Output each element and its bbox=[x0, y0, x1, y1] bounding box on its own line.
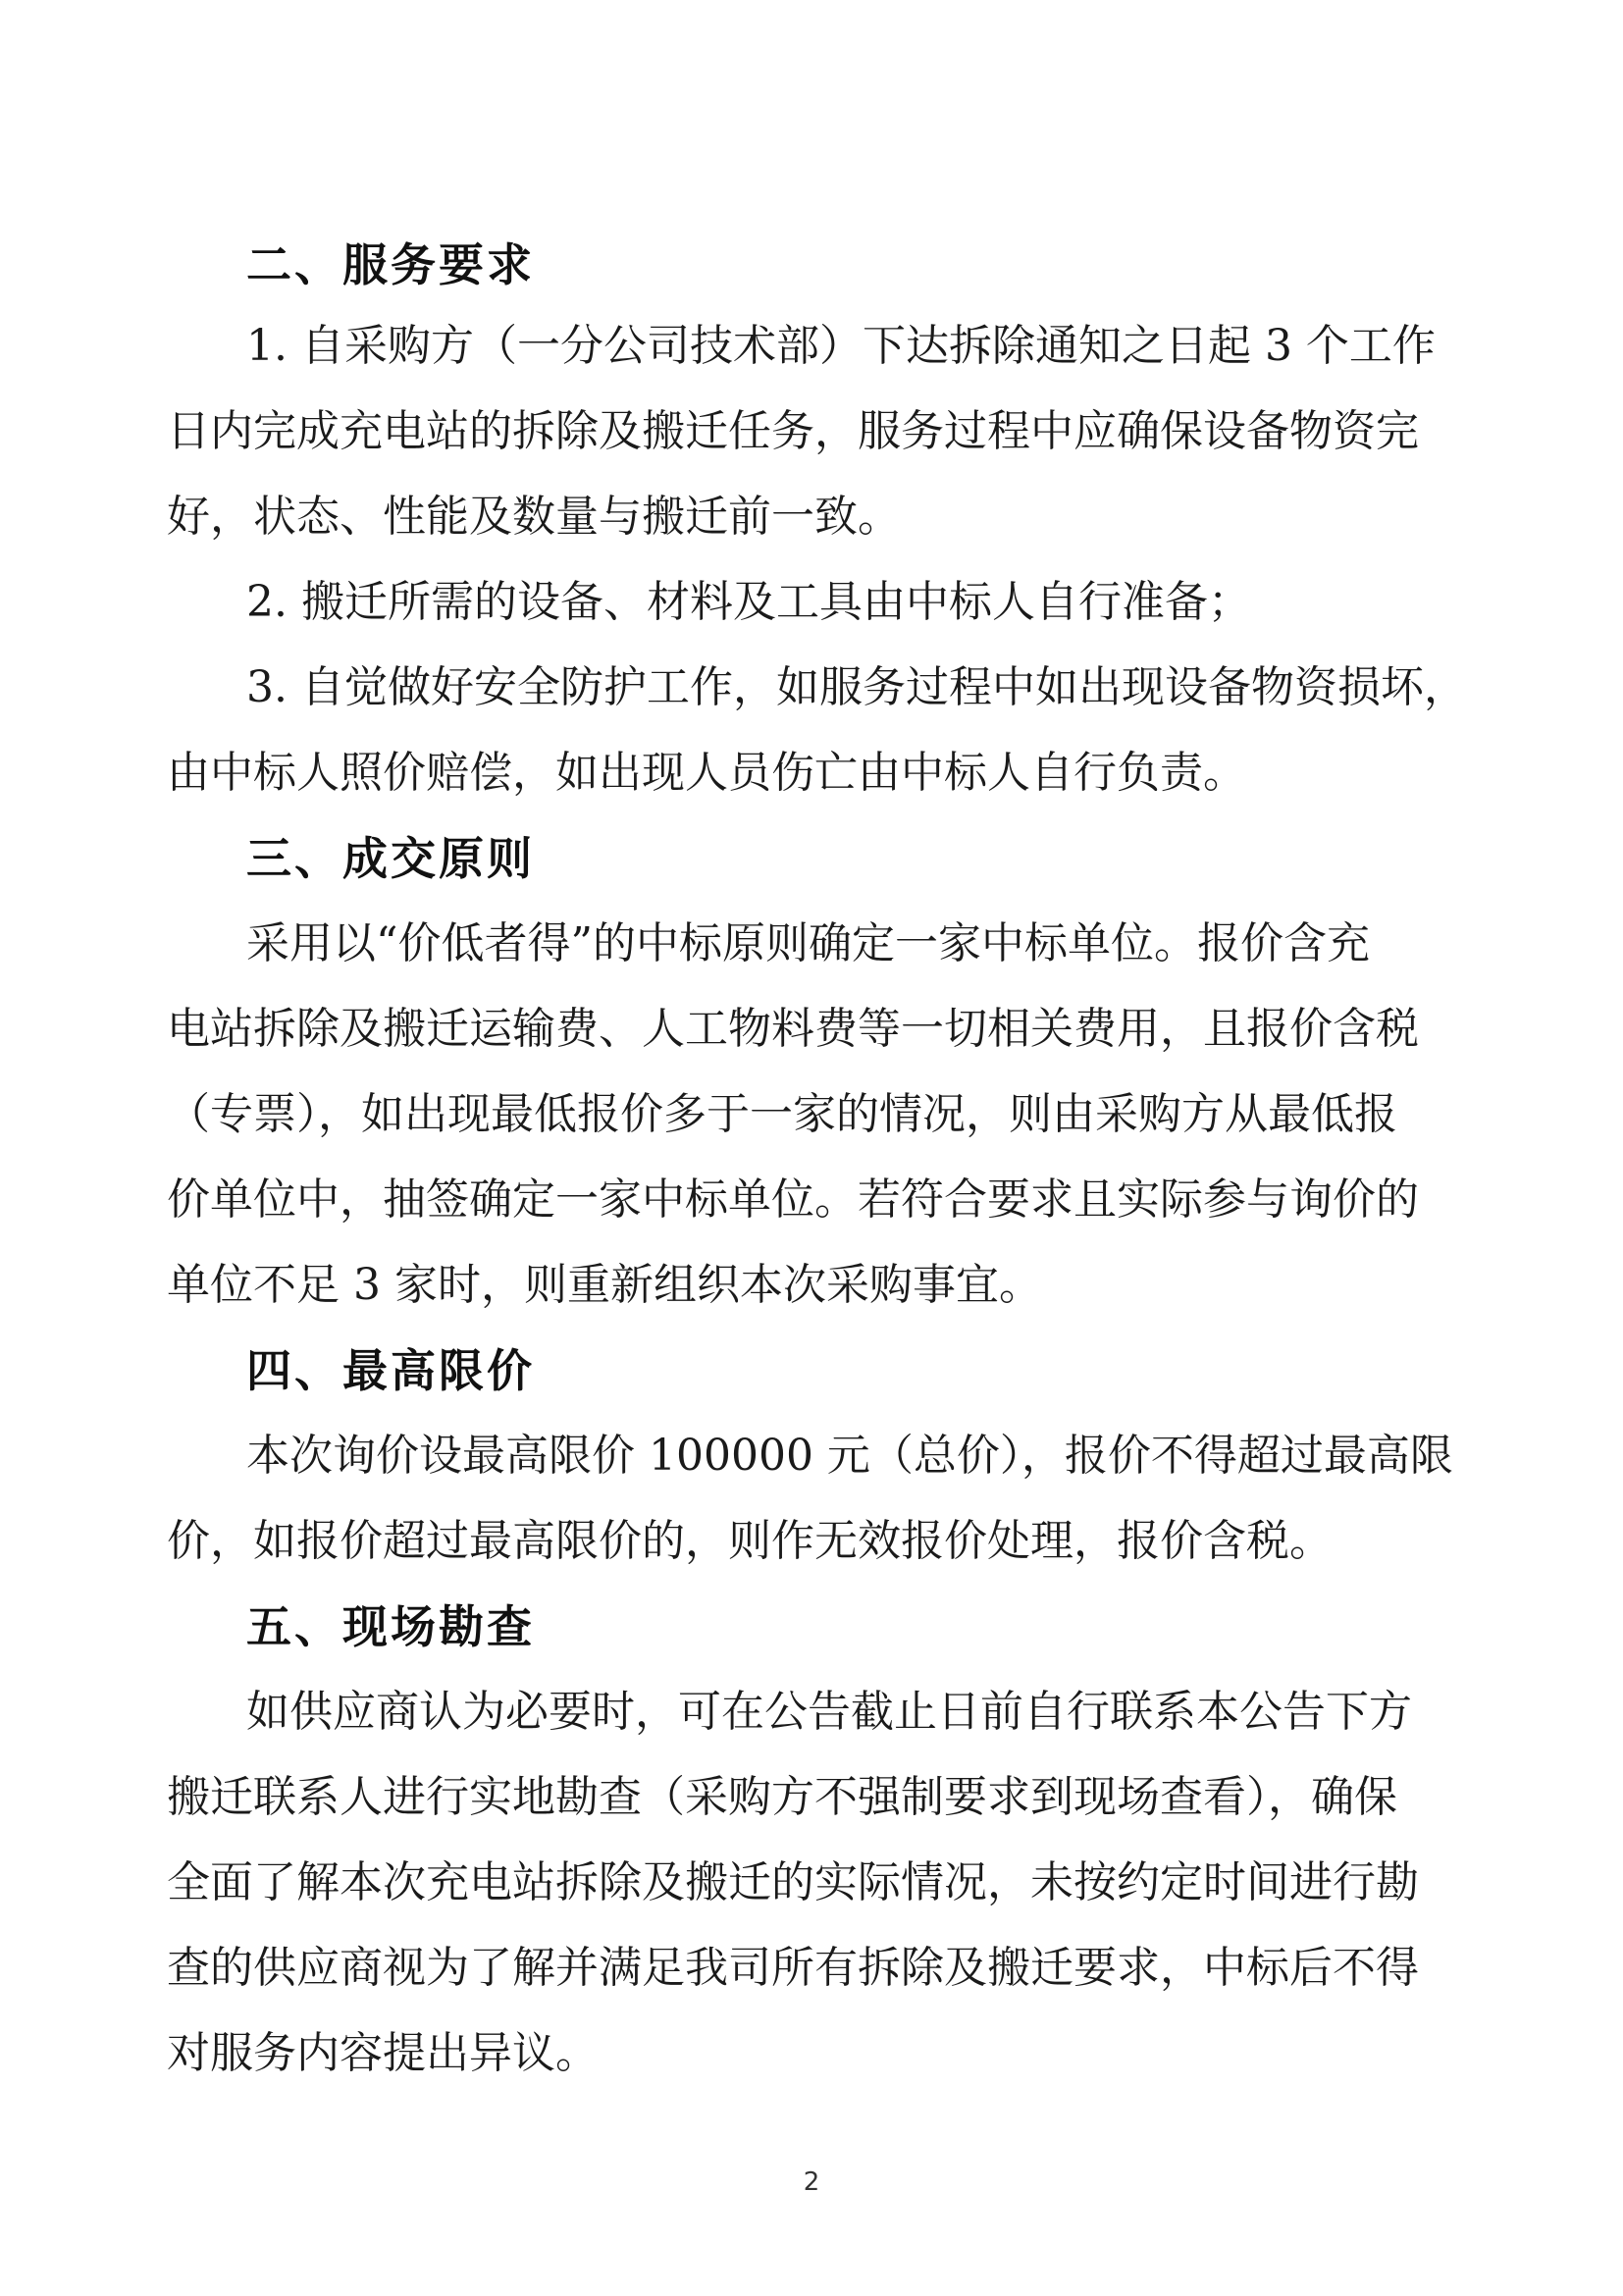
paragraph-line: 电站拆除及搬迁运输费、人工物料费等一切相关费用，且报价含税 bbox=[167, 1004, 1419, 1054]
paragraph-line: 1. 自采购方（一分公司技术部）下达拆除通知之日起 3 个工作 bbox=[246, 321, 1436, 371]
paragraph-line: 查的供应商视为了解并满足我司所有拆除及搬迁要求，中标后不得 bbox=[167, 1943, 1419, 1993]
paragraph-line: 由中标人照价赔偿，如出现人员伤亡由中标人自行负责。 bbox=[167, 748, 1246, 798]
page-number: 2 bbox=[803, 2167, 820, 2197]
paragraph-line: 如供应商认为必要时，可在公告截止日前自行联系本公告下方 bbox=[246, 1687, 1412, 1737]
paragraph-line: 2. 搬迁所需的设备、材料及工具由中标人自行准备； bbox=[246, 577, 1251, 627]
section-heading-principle: 三、成交原则 bbox=[246, 832, 535, 885]
section-heading-survey: 五、现场勘查 bbox=[246, 1600, 535, 1653]
paragraph-line: 对服务内容提出异议。 bbox=[167, 2028, 599, 2078]
paragraph-line: 全面了解本次充电站拆除及搬迁的实际情况，未按约定时间进行勘 bbox=[167, 1857, 1419, 1907]
section-heading-service: 二、服务要求 bbox=[246, 238, 535, 291]
paragraph-line: 好，状态、性能及数量与搬迁前一致。 bbox=[167, 492, 901, 542]
paragraph-line: 搬迁联系人进行实地勘查（采购方不强制要求到现场查看），确保 bbox=[167, 1772, 1397, 1822]
paragraph-line: （专票），如出现最低报价多于一家的情况，则由采购方从最低报 bbox=[167, 1089, 1397, 1139]
paragraph-line: 价，如报价超过最高限价的，则作无效报价处理，报价含税。 bbox=[167, 1516, 1333, 1566]
paragraph-line: 3. 自觉做好安全防护工作，如服务过程中如出现设备物资损坏， bbox=[246, 662, 1467, 712]
paragraph-line: 本次询价设最高限价 100000 元（总价），报价不得超过最高限 bbox=[246, 1431, 1453, 1481]
paragraph-line: 日内完成充电站的拆除及搬迁任务，服务过程中应确保设备物资完 bbox=[167, 406, 1419, 456]
paragraph-line: 单位不足 3 家时，则重新组织本次采购事宜。 bbox=[167, 1260, 1042, 1310]
paragraph-line: 采用以“价低者得”的中标原则确定一家中标单位。报价含充 bbox=[246, 918, 1370, 968]
paragraph-line: 价单位中，抽签确定一家中标单位。若符合要求且实际参与询价的 bbox=[167, 1174, 1419, 1225]
section-heading-price-limit: 四、最高限价 bbox=[246, 1344, 535, 1397]
